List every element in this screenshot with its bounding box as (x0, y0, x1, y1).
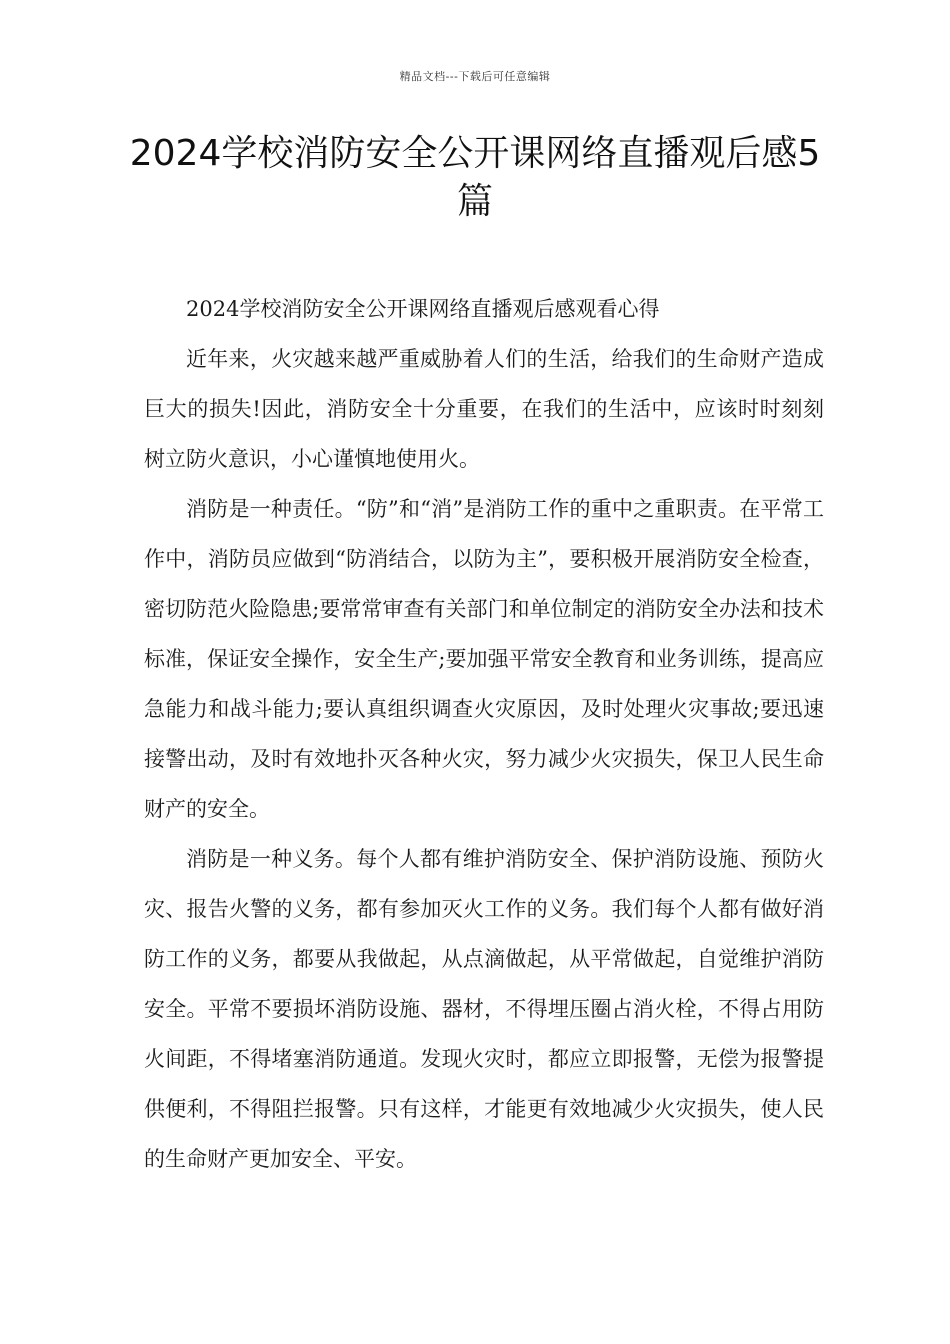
paragraph-2: 消防是一种责任。“防”和“消”是消防工作的重中之重职责。在平常工作中，消防员应做到“防消结合，以防为主”，要积极开展消防安全检查，密切防范火险隐患;要常常审查有关部门和单位制定的消防安全办法和技术标准，保证安全操作，安全生产;要加强平常安全教育和业务训练，提高应急能力和战斗能力;要认真组织调查火灾原因，及时处理火灾事故;要迅速接警出动，及时有效地扑灭各种火灾，努力减少火灾损失，保卫人民生命财产的安全。 (144, 497, 824, 821)
paragraph-1: 近年来，火灾越来越严重威胁着人们的生活，给我们的生命财产造成巨大的损失!因此，消防安全十分重要，在我们的生活中，应该时时刻刻树立防火意识，小心谨慎地使用火。 (144, 347, 824, 471)
paragraph-3: 消防是一种义务。每个人都有维护消防安全、保护消防设施、预防火灾、报告火警的义务，都有参加灭火工作的义务。我们每个人都有做好消防工作的义务，都要从我做起，从点滴做起，从平常做起，自觉维护消防安全。平常不要损坏消防设施、器材，不得埋压圈占消火栓，不得占用防火间距，不得堵塞消防通道。发现火灾时，都应立即报警，无偿为报警提供便利，不得阻拦报警。只有这样，才能更有效地减少火灾损失，使人民的生命财产更加安全、平安。 (144, 847, 824, 1171)
subtitle-line: 2024学校消防安全公开课网络直播观后感观看心得 (186, 297, 660, 321)
header-note: 精品文档---下载后可任意编辑 (399, 70, 551, 83)
document-title: 2024学校消防安全公开课网络直播观后感5篇 (129, 133, 821, 222)
document-body (144, 284, 824, 1184)
